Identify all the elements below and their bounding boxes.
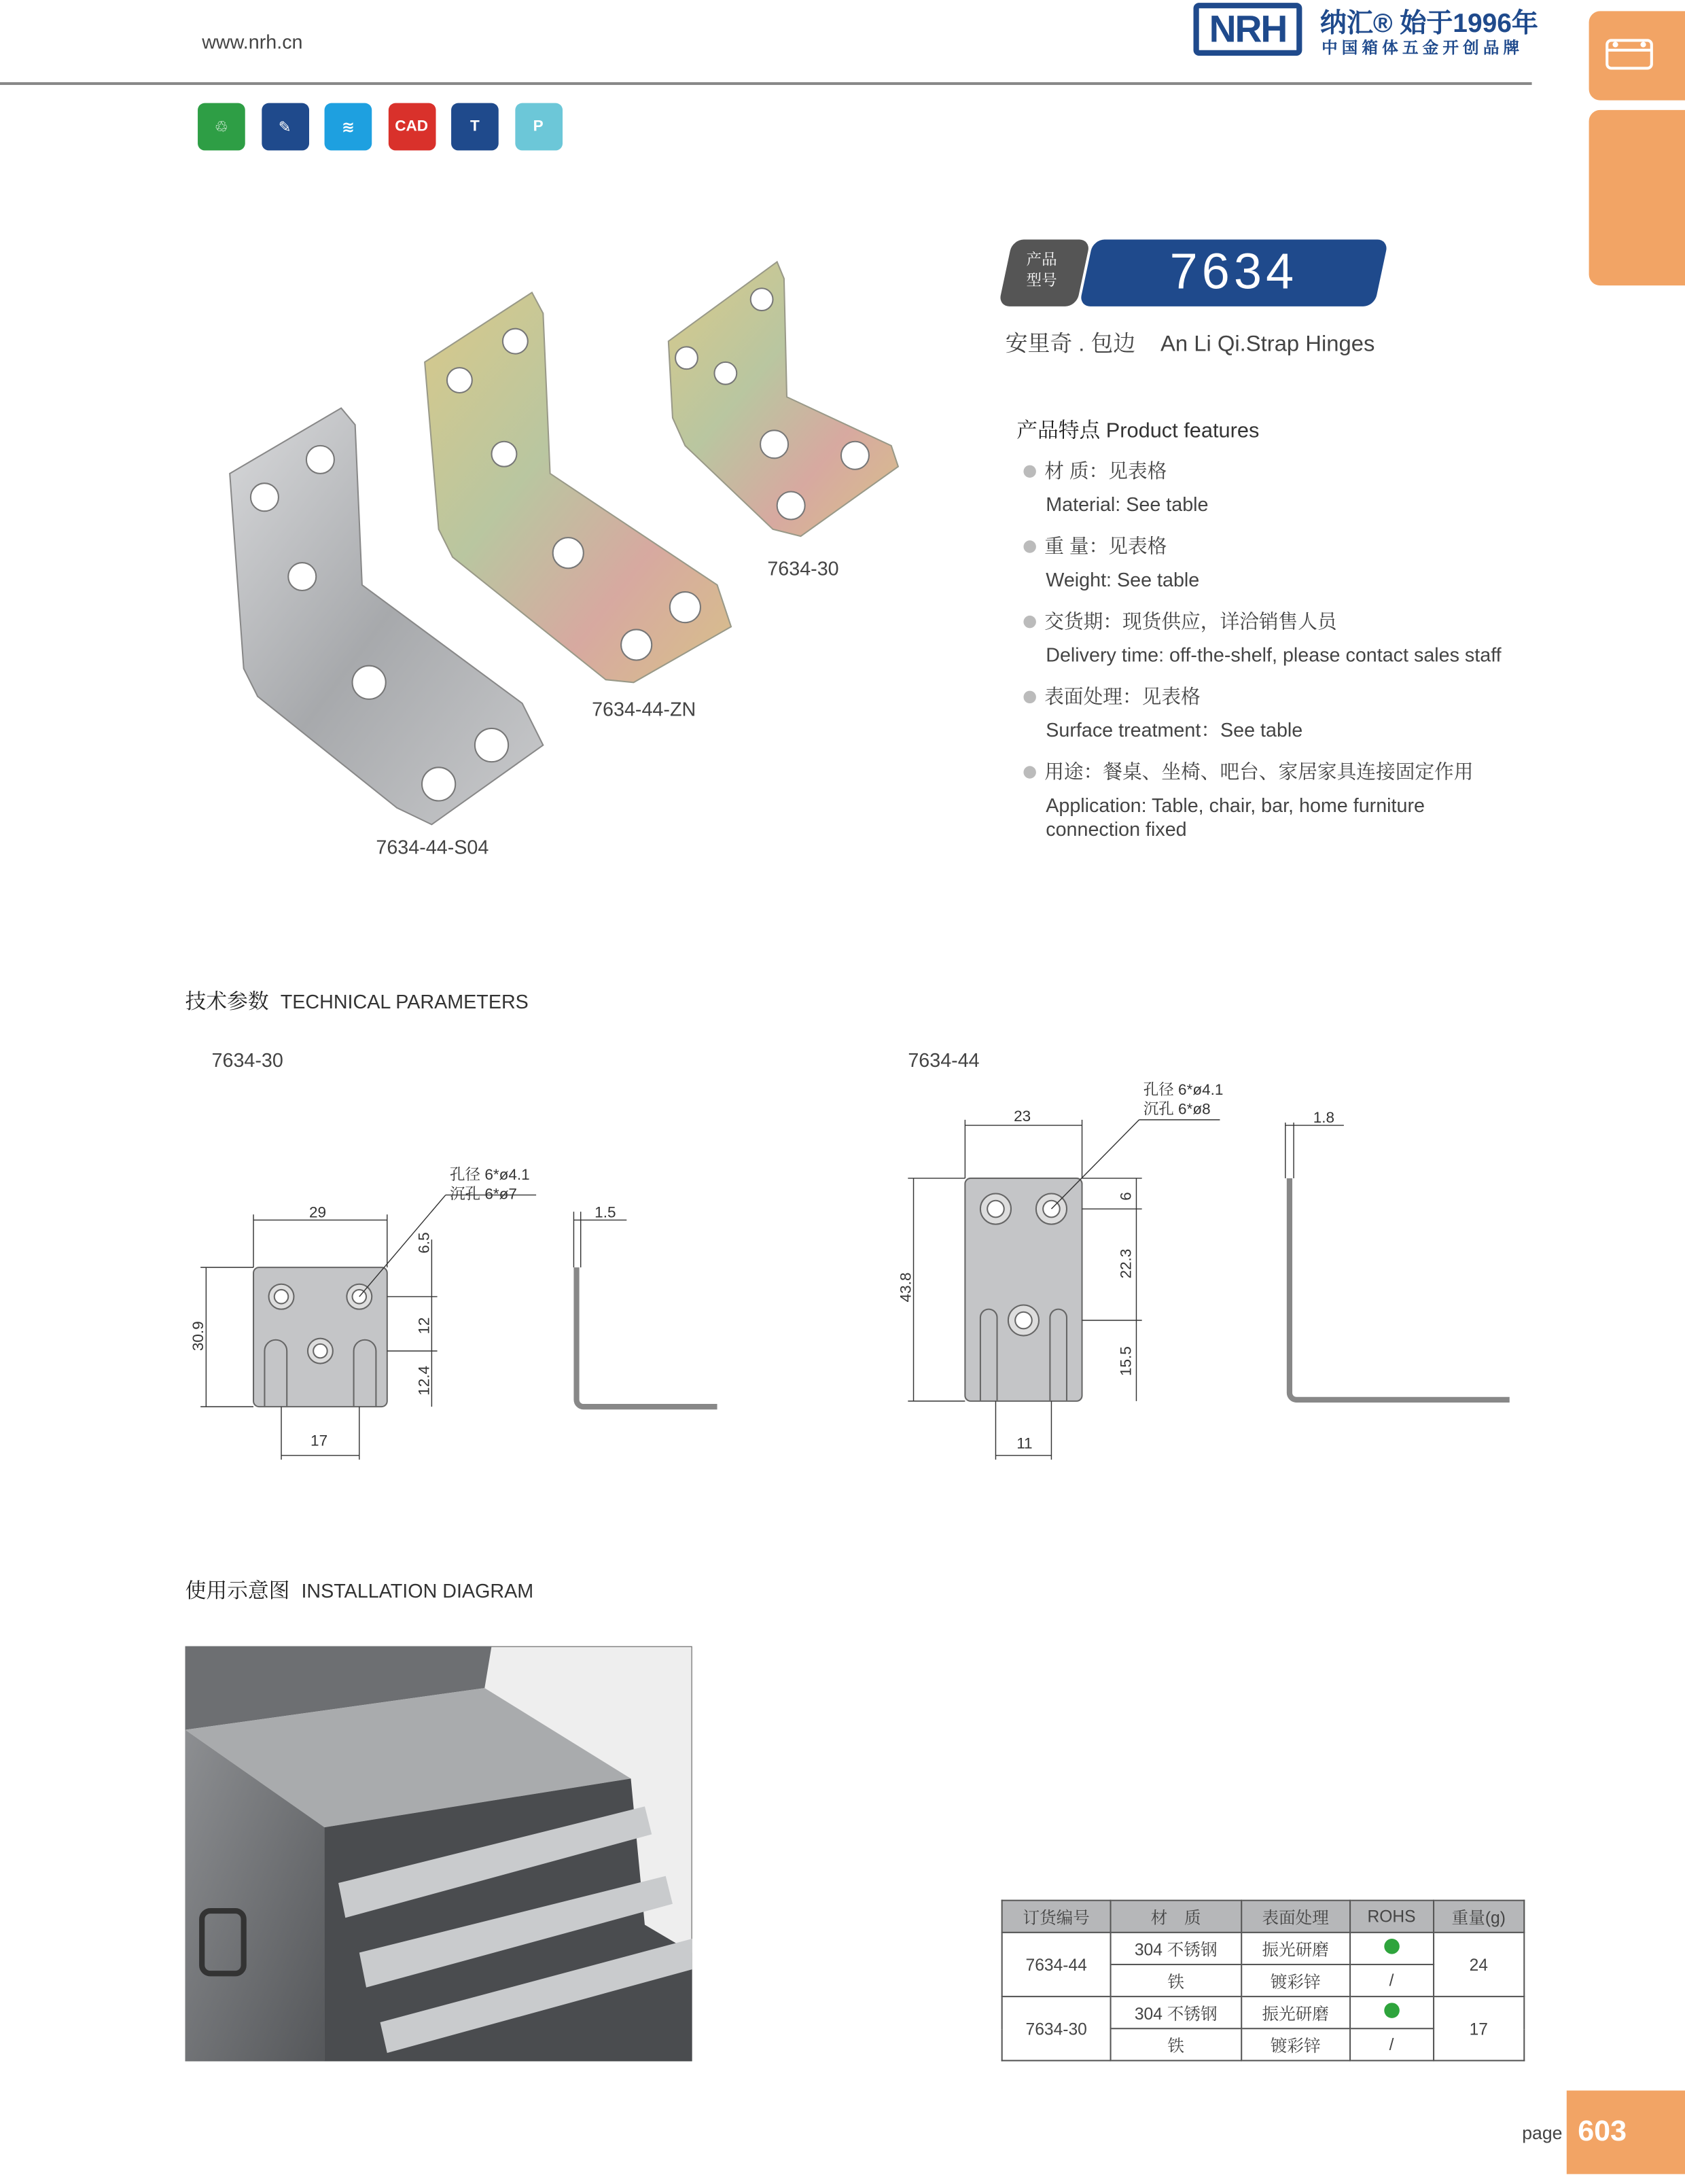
header-divider xyxy=(0,82,1532,85)
dim-height: 43.8 xyxy=(897,1272,915,1303)
image-label: 7634-44-S04 xyxy=(376,835,489,858)
drawing-label-7634-44: 7634-44 xyxy=(908,1049,980,1072)
model-label: 产品 型号 xyxy=(1026,251,1057,290)
install-title-cn: 使用示意图 xyxy=(185,1579,290,1604)
feature-en: Weight: See table xyxy=(1046,568,1200,591)
feature-cn: 用途：餐桌、坐椅、吧台、家居家具连接固定作用 xyxy=(1044,760,1474,783)
dim-height: 30.9 xyxy=(190,1321,207,1352)
page-number: 603 xyxy=(1567,2090,1685,2174)
cad-icon[interactable]: CAD xyxy=(388,103,436,151)
rohs xyxy=(1350,1933,1434,1965)
side-tab[interactable] xyxy=(1589,110,1685,285)
image-label: 7634-30 xyxy=(767,557,839,580)
image-label: 7634-44-ZN xyxy=(592,697,696,720)
feature-item xyxy=(1023,457,1510,516)
tech-title-en: TECHNICAL PARAMETERS xyxy=(280,990,529,1013)
drawing-label-7634-30: 7634-30 xyxy=(211,1049,283,1072)
column-header: 表面处理 xyxy=(1241,1901,1350,1933)
hole-spec: 孔径 6*ø4.1 xyxy=(450,1166,530,1184)
brand-slogan: 纳汇® 始于1996年 xyxy=(1320,10,1538,39)
product-name-cn: 安里奇 . 包边 xyxy=(1005,332,1136,357)
dim-c: 22.3 xyxy=(1117,1248,1135,1279)
tech-title-cn: 技术参数 xyxy=(185,990,269,1015)
material: 304 不锈钢 xyxy=(1111,1996,1241,2028)
feature-item xyxy=(1023,682,1510,742)
feature-item xyxy=(1023,532,1510,592)
feature-en: Delivery time: off-the-shelf, please contact sales staff xyxy=(1046,643,1502,666)
install-title-en: INSTALLATION DIAGRAM xyxy=(301,1579,534,1602)
bullet-icon xyxy=(1023,465,1035,478)
column-header: ROHS xyxy=(1350,1901,1434,1933)
finish: 振光研磨 xyxy=(1241,1996,1350,2028)
feature-cn: 材 质：见表格 xyxy=(1044,459,1167,482)
rohs-compliant-icon xyxy=(1384,1939,1400,1954)
parking-icon[interactable]: P xyxy=(514,103,562,151)
rohs-compliant-icon xyxy=(1384,2003,1400,2018)
features-title-en: Product features xyxy=(1105,419,1260,443)
dim-width: 29 xyxy=(309,1203,327,1221)
feature-item xyxy=(1023,607,1510,667)
eco-icon[interactable]: ♲ xyxy=(198,103,245,151)
hinge-category-tab[interactable] xyxy=(1589,11,1685,100)
table-row xyxy=(1002,1933,1525,1965)
order-code: 7634-30 xyxy=(1002,1996,1111,2060)
feature-cn: 重 量：见表格 xyxy=(1044,535,1167,557)
weight: 24 xyxy=(1433,1933,1524,1996)
feature-en: Material: See table xyxy=(1046,493,1209,516)
features-title-cn: 产品特点 xyxy=(1016,419,1101,443)
bullet-icon xyxy=(1023,766,1035,778)
hole-spec: 孔径 6*ø4.1 xyxy=(1143,1080,1224,1098)
rohs: / xyxy=(1350,1965,1434,1996)
feature-en: Surface treatment：See table xyxy=(1046,718,1303,741)
spring-icon[interactable]: ≋ xyxy=(325,103,372,151)
website-url[interactable]: www.nrh.cn xyxy=(202,31,303,53)
page-label: page xyxy=(1522,2122,1563,2144)
weight: 17 xyxy=(1433,1996,1524,2060)
product-name-en: An Li Qi.Strap Hinges xyxy=(1160,332,1375,357)
nrh-logo: NRH xyxy=(1194,3,1302,56)
brand-subtitle: 中国箱体五金开创品牌 xyxy=(1322,40,1524,58)
column-header: 订货编号 xyxy=(1002,1901,1111,1933)
column-header: 重量(g) xyxy=(1433,1901,1524,1933)
bullet-icon xyxy=(1023,540,1035,552)
material: 304 不锈钢 xyxy=(1111,1933,1241,1965)
hinge-icon xyxy=(1589,11,1685,100)
rohs xyxy=(1350,1996,1434,2028)
countersink-spec: 沉孔 6*ø7 xyxy=(450,1185,517,1203)
countersink-spec: 沉孔 6*ø8 xyxy=(1143,1100,1211,1118)
dim-a: 6.5 xyxy=(415,1232,433,1254)
order-code: 7634-44 xyxy=(1002,1933,1111,1996)
bullet-icon xyxy=(1023,691,1035,703)
product-images xyxy=(209,251,933,836)
drawing-7634-30 xyxy=(181,1156,738,1476)
dim-c: 12 xyxy=(415,1317,433,1335)
rohs: / xyxy=(1350,2028,1434,2060)
dim-bottom: 17 xyxy=(311,1432,328,1449)
table-header-row xyxy=(1002,1901,1525,1933)
dim-bottom: 11 xyxy=(1016,1434,1033,1452)
dim-d: 15.5 xyxy=(1117,1346,1135,1377)
column-header: 材 质 xyxy=(1111,1901,1241,1933)
table-row xyxy=(1002,1996,1525,2028)
design-icon[interactable]: ✎ xyxy=(261,103,308,151)
dim-d: 12.4 xyxy=(415,1365,433,1396)
feature-cn: 表面处理：见表格 xyxy=(1044,685,1201,708)
material: 铁 xyxy=(1111,2028,1241,2060)
feature-cn: 交货期：现货供应，详洽销售人员 xyxy=(1044,610,1337,633)
feature-en: Application: Table, chair, bar, home furniture connection fixed xyxy=(1046,794,1425,840)
dim-thickness: 1.5 xyxy=(595,1203,616,1221)
material: 铁 xyxy=(1111,1965,1241,1996)
product-7634-30-image xyxy=(669,262,898,536)
feature-item xyxy=(1023,758,1510,841)
bullet-icon xyxy=(1023,616,1035,628)
finish: 镀彩锌 xyxy=(1241,2028,1350,2060)
finish: 镀彩锌 xyxy=(1241,1965,1350,1996)
dim-a: 6 xyxy=(1117,1192,1135,1201)
dim-width: 23 xyxy=(1014,1107,1031,1125)
finish: 振光研磨 xyxy=(1241,1933,1350,1965)
screw-icon[interactable]: T xyxy=(451,103,499,151)
dim-thickness: 1.8 xyxy=(1313,1108,1335,1126)
drawing-7634-44 xyxy=(891,1072,1532,1476)
spec-table xyxy=(1001,1900,1525,2062)
installation-photo xyxy=(185,1646,692,2062)
model-number: 7634 xyxy=(1169,242,1298,300)
